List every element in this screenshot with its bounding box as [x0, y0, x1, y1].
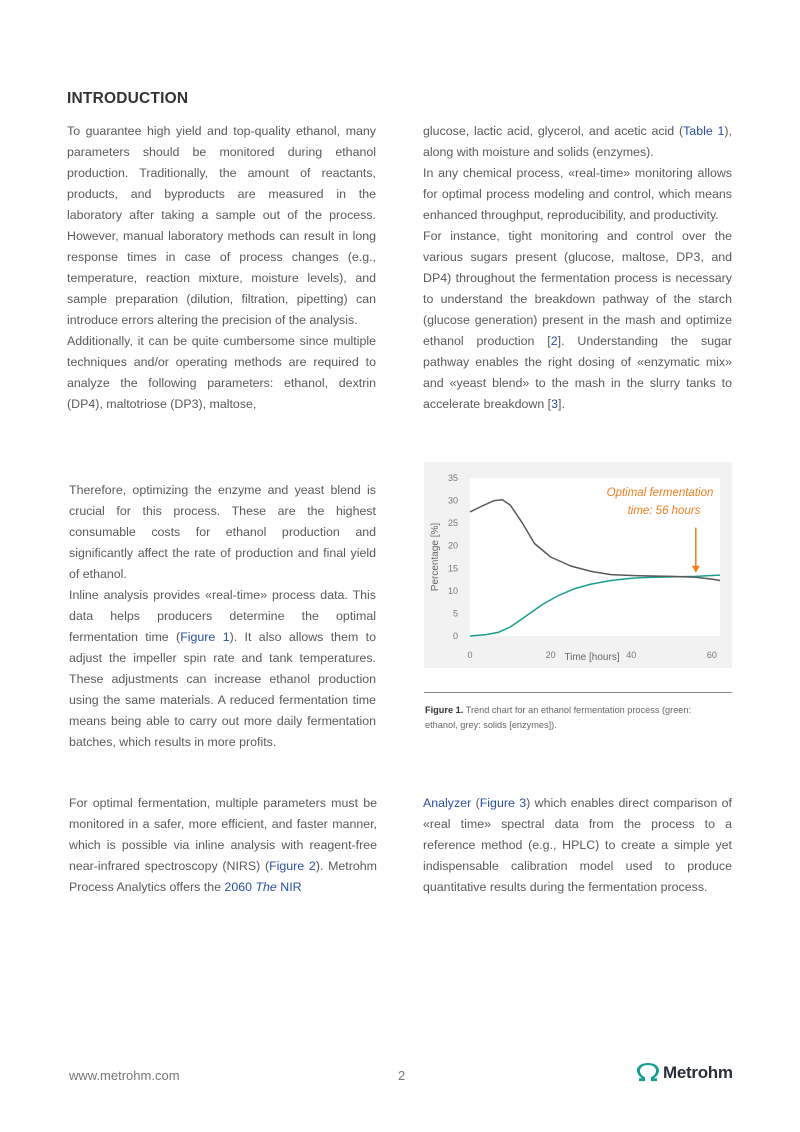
figure-1-caption	[425, 703, 725, 733]
caption-text: Trend chart for an ethanol fermentation process (green: ethanol, grey: solids [enzymes]).	[425, 705, 692, 730]
y-tick-label: 5	[452, 608, 458, 619]
reference-2-link[interactable]: 2	[550, 334, 558, 348]
product-link[interactable]: 2060 The NIR	[224, 880, 302, 894]
bottom-right-column	[423, 793, 732, 898]
plot-area	[470, 478, 720, 636]
figure-1-link[interactable]: Figure 1	[180, 630, 230, 644]
intro-paragraph-1: To guarantee high yield and top-quality ethanol, many parameters should be monitored during ethanol production. Traditionally, the amount of reactants, products, and byproducts are measured in the laboratory after taking a sample out of the process. However, manual laboratory methods can result in long response times in case of process changes (e.g., temperature, reaction mixture, moisture levels), and sample preparation (dilution, filtration, pipetting) can introduce errors altering the precision of the analysis.	[67, 124, 376, 327]
reference-3-link[interactable]: 3	[551, 397, 559, 411]
intro-right-column	[423, 121, 732, 415]
bottom-right-paragraph: Analyzer (Figure 3) which enables direct comparison of «real time» spectral data from the process to a reference method (e.g., HPLC) to create a simple yet indispensable calibration model used to produce quantitative results during the fermentation process.	[423, 796, 732, 894]
chart-svg	[424, 462, 732, 668]
annotation-text-line-1: Optimal fermentation	[606, 487, 714, 499]
y-tick-label: 15	[447, 563, 458, 574]
y-axis-label: Percentage [%]	[430, 522, 441, 592]
omega-icon	[637, 1063, 659, 1083]
intro-paragraph-2: Additionally, it can be quite cumbersome since multiple techniques and/or operating methods are required to analyze the following parameters: ethanol, dextrin (DP4), maltotriose (DP3), maltose,	[67, 334, 376, 411]
brand-name: Metrohm	[663, 1063, 733, 1082]
annotation-text-line-2: time: 56 hours	[627, 505, 701, 517]
page-number: 2	[398, 1068, 406, 1083]
intro-right-paragraph-2: In any chemical process, «real-time» monitoring allows for optimal process modeling and control, which means enhanced throughput, reproducibility, and productivity.	[423, 166, 732, 222]
y-tick-label: 0	[452, 631, 458, 641]
y-tick-label: 10	[447, 585, 458, 596]
analyzer-link[interactable]: Analyzer	[423, 796, 472, 810]
x-tick-label: 20	[545, 650, 556, 660]
x-tick-label: 40	[626, 650, 637, 660]
middle-left-column	[69, 480, 376, 753]
intro-right-paragraph-3: For instance, tight monitoring and control over the various sugars present (glucose, maltose, DP3, and DP4) throughout the fermentation process is necessary to understand the breakdown pathway of the starch (glucose generation) present in the mash and optimize ethanol production [2]. Understanding the sugar pathway enables the right dosing of «enzymatic mix» and «yeast blend» to the mash in the slurry tanks to accelerate breakdown [3].	[423, 229, 732, 411]
intro-right-paragraph-1: glucose, lactic acid, glycerol, and acetic acid (Table 1), along with moisture and solids (enzymes).	[423, 124, 732, 159]
y-tick-label: 25	[447, 518, 458, 529]
figure-2-link[interactable]: Figure 2	[269, 859, 316, 873]
figure-3-link[interactable]: Figure 3	[479, 796, 527, 810]
middle-paragraph-1: Therefore, optimizing the enzyme and yeast blend is crucial for this process. These are the highest consumable costs for ethanol production and significantly affect the rate of production and final yield of ethanol.	[69, 483, 376, 581]
x-axis-label: Time [hours]	[564, 652, 620, 663]
intro-left-column	[67, 121, 376, 415]
y-tick-label: 20	[447, 540, 458, 551]
caption-rule	[424, 692, 732, 693]
footer-url[interactable]: www.metrohm.com	[69, 1068, 180, 1083]
section-heading: INTRODUCTION	[67, 90, 189, 107]
x-tick-label: 60	[706, 650, 717, 660]
middle-paragraph-2: Inline analysis provides «real-time» process data. This data helps producers determine the optimal fermentation time (Figure 1). It also allows them to adjust the impeller spin rate and tank temperatures. These adjustments can increase ethanol production using the same materials. A reduced fermentation time means being able to carry out more daily fermentation batches, which results in more profits.	[69, 588, 376, 749]
table-1-link[interactable]: Table 1	[683, 124, 725, 138]
y-tick-label: 35	[447, 473, 458, 483]
x-tick-label: 0	[467, 650, 473, 660]
y-tick-label: 30	[447, 495, 458, 506]
bottom-left-paragraph: For optimal fermentation, multiple parameters must be monitored in a safer, more efficient, and faster manner, which is possible via inline analysis with reagent-free near-infrared spectroscopy (NIRS) (Figure 2). Metrohm Process Analytics offers the 2060 The NIR	[69, 796, 377, 894]
metrohm-logo	[637, 1062, 733, 1084]
fermentation-trend-chart	[424, 462, 732, 668]
bottom-left-column	[69, 793, 377, 898]
caption-label: Figure 1.	[425, 705, 464, 715]
